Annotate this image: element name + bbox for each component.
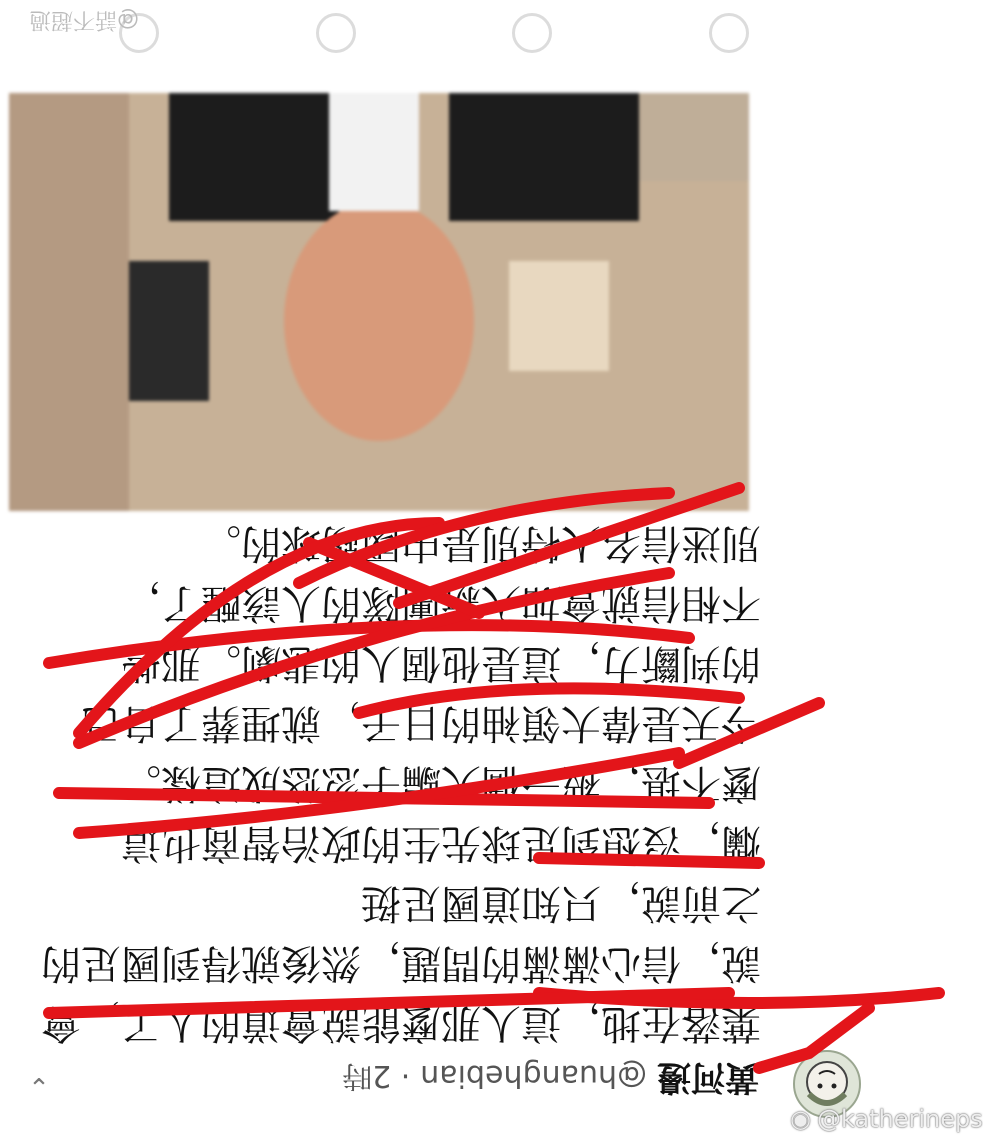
post-text-line: 不相信就會加入新團隊的人該醒了， — [121, 580, 761, 626]
post-time: · 2時 — [342, 1058, 411, 1093]
author-handle[interactable]: @huanghebian — [420, 1058, 647, 1093]
author-line — [342, 1057, 759, 1105]
comment-icon — [709, 13, 749, 53]
blurred-photo-icon — [9, 93, 749, 511]
post-text-line: 今天是偉大領袖的日子，就埋葬了自己 — [81, 700, 761, 746]
attached-photo[interactable] — [9, 93, 749, 511]
post-text-line: 別迷信名人特別是中國踢球的。 — [201, 520, 761, 566]
author-name[interactable]: 黃河邊 — [657, 1057, 759, 1097]
post-text-line: 的判斷力，這是他個人的悲劇。那些 — [121, 640, 761, 686]
post-text-line: 說，信心滿滿的問題，然後就得到國足的 — [41, 940, 761, 986]
comment-button[interactable] — [599, 13, 749, 53]
retweet-icon — [512, 13, 552, 53]
post-text-line: 麼不堪，被一個大騙子忽悠成這樣。 — [121, 760, 761, 806]
post-text — [11, 513, 761, 1053]
like-icon — [316, 13, 356, 53]
watermark — [790, 1101, 983, 1137]
post-text-line: 爛，沒想到足球先生的政治智商也這 — [121, 820, 761, 866]
post-text-line: 葉落在地，這人那麼能說會道的人了，會 — [41, 1000, 761, 1046]
source-credit: @話不超過 — [28, 7, 139, 32]
retweet-button[interactable] — [402, 13, 552, 53]
weibo-logo-icon: ◉ — [790, 1105, 811, 1133]
like-button[interactable] — [206, 13, 356, 53]
chevron-down-icon[interactable]: ⌄ — [28, 1071, 50, 1101]
post-text-line: 之前說，只知道國足挺 — [361, 880, 761, 926]
watermark-text: @katherineps — [816, 1105, 983, 1133]
